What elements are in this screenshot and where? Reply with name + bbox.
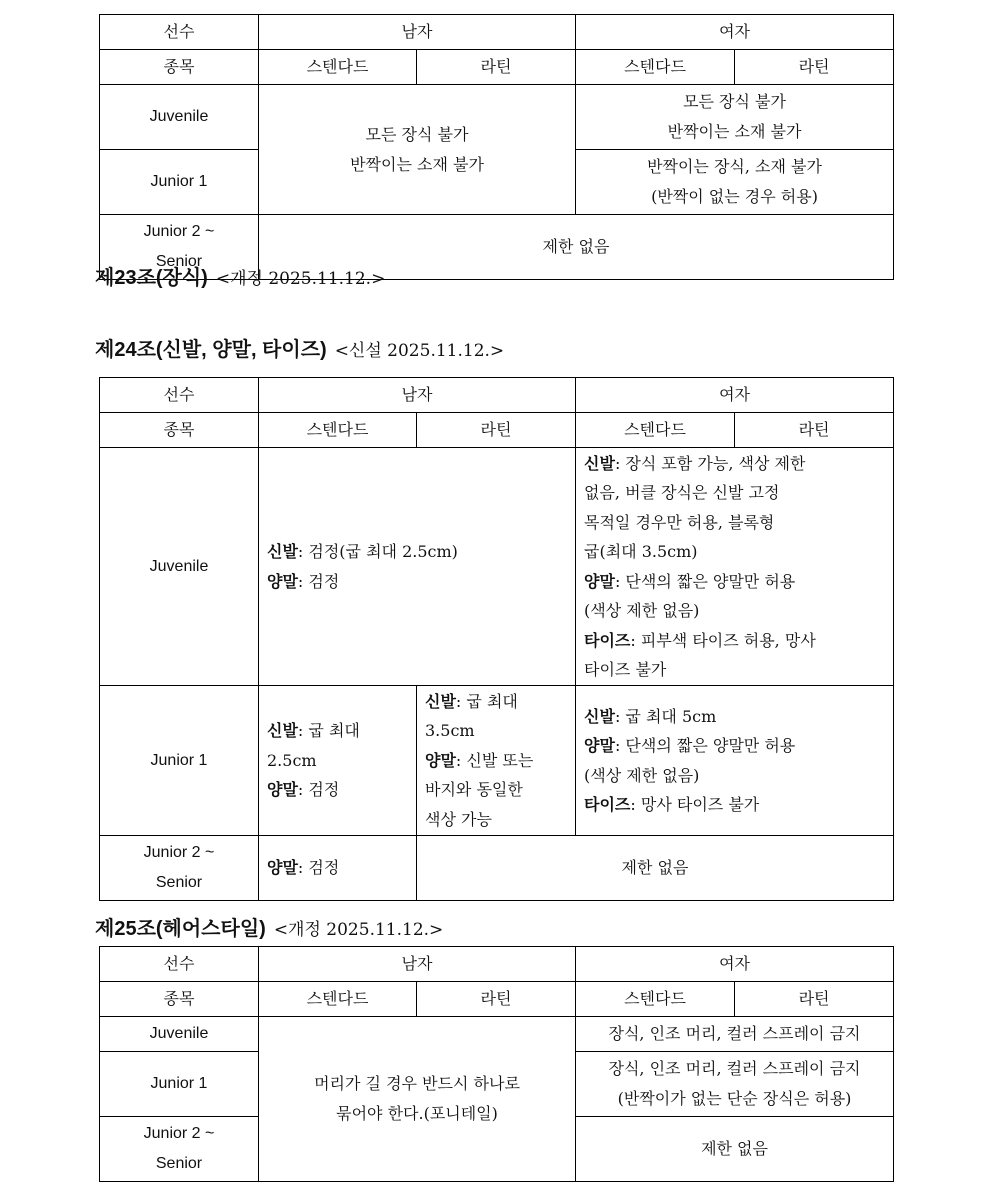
hairstyle-table — [99, 946, 894, 1182]
rule-line — [584, 702, 885, 732]
juvenile-female-footwear — [576, 448, 894, 686]
rule-text: : 굽 최대 5cm — [614, 706, 717, 726]
decoration-table — [99, 14, 894, 280]
row-label-line: Junior 2 ~ — [143, 1125, 215, 1142]
rule-line: 반짝이는 소재 불가 — [667, 122, 802, 141]
article-25-heading — [95, 914, 443, 944]
rule-line — [584, 626, 885, 656]
rule-text: : 굽 최대 — [455, 691, 518, 711]
female-junior1-hairstyle-rule — [576, 1052, 894, 1117]
rule-key: 양말 — [267, 858, 298, 878]
rule-text: : 단색의 짧은 양말만 허용 — [614, 571, 796, 591]
rule-key: 양말 — [584, 736, 615, 755]
header-female-standard: 스텐다드 — [576, 982, 735, 1017]
header-female: 여자 — [576, 947, 894, 982]
rule-line — [425, 746, 567, 776]
row-label-junior2-senior — [100, 836, 259, 901]
row-label-line: Senior — [155, 253, 203, 270]
header-male: 남자 — [259, 15, 576, 50]
juvenile-male-footwear — [259, 448, 576, 686]
header-female-latin: 라틴 — [735, 982, 894, 1017]
row-label-juvenile: Juvenile — [100, 448, 259, 686]
footwear-table — [99, 377, 894, 901]
rule-line: 3.5cm — [425, 721, 475, 741]
rule-line — [425, 687, 567, 717]
rule-line: 반짝이는 장식, 소재 불가 — [647, 157, 822, 176]
junior1-male-latin-footwear — [417, 686, 576, 836]
rule-key: 신발 — [425, 691, 456, 711]
rule-text: : 장식 포함 가능, 색상 제한 — [614, 453, 806, 473]
header-male-latin: 라틴 — [417, 413, 576, 448]
rule-line: 장식, 인조 머리, 컬러 스프레이 금지 — [608, 1059, 861, 1078]
rule-line: 타이즈 불가 — [584, 660, 667, 679]
rule-text: : 망사 타이즈 불가 — [630, 795, 760, 814]
article-23-title: 제23조(장식) — [95, 267, 208, 289]
header-female: 여자 — [576, 378, 894, 413]
rule-line: 반짝이는 소재 불가 — [350, 154, 484, 174]
header-male-latin: 라틴 — [417, 982, 576, 1017]
rule-text: : 검정(굽 최대 2.5cm) — [297, 542, 458, 561]
rule-line: 없음, 버클 장식은 신발 고정 — [584, 483, 780, 502]
rule-line: 머리가 길 경우 반드시 하나로 — [314, 1074, 520, 1093]
rule-line — [267, 537, 567, 567]
header-athlete: 선수 — [100, 947, 259, 982]
female-junior2-hairstyle-rule: 제한 없음 — [576, 1117, 894, 1182]
junior1-female-footwear — [576, 686, 894, 836]
article-24-note: <신설 2025.11.12.> — [334, 341, 505, 361]
article-25-title: 제25조(헤어스타일) — [95, 918, 266, 940]
header-male: 남자 — [259, 947, 576, 982]
rule-line — [584, 449, 885, 479]
junior2-male-standard-footwear — [259, 836, 417, 901]
rule-key: 양말 — [267, 780, 298, 800]
rule-text: : 검정 — [297, 571, 340, 591]
female-juvenile-decoration-rule — [576, 85, 894, 150]
rule-line — [584, 790, 885, 820]
row-label-line: Senior — [155, 874, 203, 891]
header-female-latin: 라틴 — [735, 413, 894, 448]
rule-key: 타이즈 — [584, 630, 631, 650]
rule-line — [584, 567, 885, 597]
junior1-male-standard-footwear — [259, 686, 417, 836]
rule-line: (색상 제한 없음) — [584, 601, 700, 620]
header-event: 종목 — [100, 50, 259, 85]
header-event: 종목 — [100, 982, 259, 1017]
article-24-heading — [95, 335, 504, 365]
rule-key: 신발 — [584, 706, 615, 726]
rule-text: : 굽 최대 — [297, 721, 360, 741]
rule-text: : 검정 — [297, 780, 340, 800]
header-athlete: 선수 — [100, 378, 259, 413]
rule-key: 신발 — [584, 453, 615, 473]
rule-line: 색상 가능 — [425, 809, 492, 829]
row-label-line: Senior — [155, 1155, 203, 1172]
rule-line: 모든 장식 불가 — [683, 92, 786, 111]
rule-line: (반짝이 없는 경우 허용) — [651, 187, 818, 206]
rule-line: (색상 제한 없음) — [584, 765, 700, 785]
article-23-note: <개정 2025.11.12.> — [215, 269, 386, 289]
row-label-line: Junior 2 ~ — [143, 223, 215, 240]
row-label-juvenile: Juvenile — [100, 85, 259, 150]
header-female-standard: 스텐다드 — [576, 413, 735, 448]
rule-line: 묶어야 한다.(포니테일) — [336, 1104, 498, 1123]
rule-text: : 단색의 짧은 양말만 허용 — [614, 736, 796, 755]
rule-line — [267, 716, 408, 746]
female-junior1-decoration-rule — [576, 150, 894, 215]
male-hairstyle-rule — [259, 1017, 576, 1182]
rule-text: : 검정 — [297, 858, 340, 878]
header-female-standard: 스텐다드 — [576, 50, 735, 85]
header-female: 여자 — [576, 15, 894, 50]
row-label-line: Junior 2 ~ — [143, 844, 215, 861]
rule-line — [267, 775, 408, 805]
rule-line: 굽(최대 3.5cm) — [584, 542, 698, 561]
rule-key: 양말 — [584, 571, 615, 591]
header-event: 종목 — [100, 413, 259, 448]
header-male: 남자 — [259, 378, 576, 413]
header-athlete: 선수 — [100, 15, 259, 50]
header-male-standard: 스텐다드 — [259, 50, 417, 85]
rule-line — [267, 853, 408, 883]
row-label-junior1: Junior 1 — [100, 1052, 259, 1117]
rule-line — [267, 567, 567, 597]
row-label-juvenile: Juvenile — [100, 1017, 259, 1052]
rule-line: (반짝이가 없는 단순 장식은 허용) — [617, 1089, 852, 1108]
header-male-latin: 라틴 — [417, 50, 576, 85]
rule-line: 2.5cm — [267, 750, 317, 770]
rule-line — [584, 731, 885, 761]
rule-key: 양말 — [267, 571, 298, 591]
rule-key: 신발 — [267, 542, 298, 561]
header-female-latin: 라틴 — [735, 50, 894, 85]
article-23-heading — [95, 263, 385, 293]
row-label-junior1: Junior 1 — [100, 686, 259, 836]
rule-line: 목적일 경우만 허용, 블록형 — [584, 512, 775, 532]
rule-line: 모든 장식 불가 — [365, 124, 469, 144]
rule-text: : 피부색 타이즈 허용, 망사 — [630, 630, 816, 650]
row-label-junior2-senior — [100, 1117, 259, 1182]
male-decoration-rule — [259, 85, 576, 215]
rule-text: : 신발 또는 — [455, 750, 534, 770]
header-male-standard: 스텐다드 — [259, 413, 417, 448]
article-25-note: <개정 2025.11.12.> — [273, 920, 444, 940]
rule-key: 양말 — [425, 750, 456, 770]
header-male-standard: 스텐다드 — [259, 982, 417, 1017]
female-juvenile-hairstyle-rule: 장식, 인조 머리, 컬러 스프레이 금지 — [576, 1017, 894, 1052]
rule-line: 바지와 동일한 — [425, 780, 523, 800]
junior2-decoration-rule: 제한 없음 — [259, 215, 894, 280]
junior2-other-footwear: 제한 없음 — [417, 836, 894, 901]
article-24-title: 제24조(신발, 양말, 타이즈) — [95, 339, 327, 361]
row-label-junior1: Junior 1 — [100, 150, 259, 215]
rule-key: 신발 — [267, 721, 298, 741]
rule-key: 타이즈 — [584, 795, 631, 814]
